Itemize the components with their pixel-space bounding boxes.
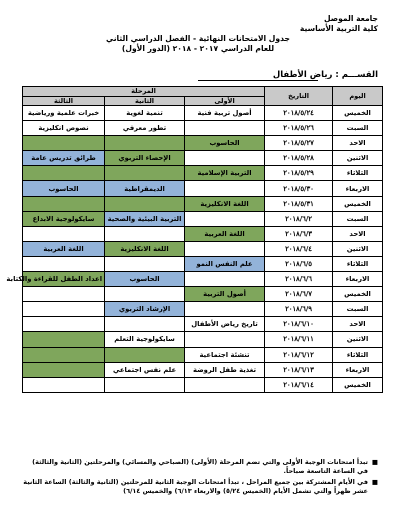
table-row	[23, 287, 383, 302]
first-stage-cell	[185, 121, 265, 136]
third-stage-cell	[23, 332, 105, 347]
date-cell: ٢٠١٨/٦/١١	[265, 332, 333, 347]
second-stage-cell	[105, 196, 185, 211]
first-stage-cell: الحاسوب	[185, 136, 265, 151]
third-stage-cell: نصوص انكليزية	[23, 121, 105, 136]
table-row	[23, 377, 383, 392]
third-stage-cell: اعداد الطفل للقراءة والكتابة	[23, 272, 105, 287]
date-cell: ٢٠١٨/٦/٤	[265, 241, 333, 256]
first-stage-cell: أصول التربية	[185, 287, 265, 302]
third-stage-cell: طرائق تدريس عامة	[23, 151, 105, 166]
second-stage-cell: التربية البيئية والصحية	[105, 211, 185, 226]
table-row	[23, 106, 383, 121]
second-stage-cell: سايكولوجية التعلم	[105, 332, 185, 347]
note-text: في الأيام المشتركة بين جميع المراحل ، تبدأ امتحانات الوجبة الثانية للمرحلتين (الثانية والثالثة) الساعة الثانية عشر ظهراً والتي تشمل الأيام (الخميس ٥/٢٤) والاربعاء ٦/١٣) والخميس ٦/١٤)	[23, 478, 368, 495]
table-row	[23, 196, 383, 211]
first-stage-cell: علم النفس النمو	[185, 256, 265, 271]
table-row	[23, 121, 383, 136]
day-cell: الخميس	[333, 377, 383, 392]
exam-schedule-table	[6, 86, 383, 393]
first-stage-cell	[185, 241, 265, 256]
third-stage-cell: الحاسوب	[23, 181, 105, 196]
schedule-title: جدول الامتحانات النهائية - الفصل الدراسي الثاني	[106, 34, 290, 43]
first-stage-cell	[185, 272, 265, 287]
first-stage-cell	[185, 302, 265, 317]
first-stage-cell	[185, 211, 265, 226]
notes-section	[20, 458, 378, 498]
second-stage-cell	[105, 166, 185, 181]
table-row	[23, 256, 383, 271]
second-stage-cell: تطور معرفي	[105, 121, 185, 136]
day-cell: الخميس	[333, 287, 383, 302]
date-cell: ٢٠١٨/٦/٩	[265, 302, 333, 317]
date-cell: ٢٠١٨/٦/٣	[265, 226, 333, 241]
first-stage-cell: اللغة الانكليزية	[185, 196, 265, 211]
table-row	[23, 317, 383, 332]
day-cell: الثلاثاء	[333, 347, 383, 362]
header-third: الثالثة	[23, 96, 105, 106]
second-stage-cell: الإحصاء التربوي	[105, 151, 185, 166]
university-name: جامعة الموصل	[324, 14, 378, 23]
second-stage-cell	[105, 347, 185, 362]
second-stage-cell	[105, 136, 185, 151]
day-cell: السبت	[333, 211, 383, 226]
date-cell: ٢٠١٨/٥/٢٤	[265, 106, 333, 121]
first-stage-cell	[185, 181, 265, 196]
second-stage-cell: الديمقراطية	[105, 181, 185, 196]
first-stage-cell	[185, 377, 265, 392]
third-stage-cell	[23, 166, 105, 181]
day-cell: الثلاثاء	[333, 256, 383, 271]
second-stage-cell: الحاسوب	[105, 272, 185, 287]
department-heading	[18, 70, 378, 84]
third-stage-cell	[23, 136, 105, 151]
date-cell: ٢٠١٨/٦/٥	[265, 256, 333, 271]
underline-divider	[198, 80, 318, 81]
date-cell: ٢٠١٨/٦/١٣	[265, 362, 333, 377]
second-stage-cell	[105, 317, 185, 332]
document-header	[18, 14, 378, 54]
date-cell: ٢٠١٨/٥/٣١	[265, 196, 333, 211]
day-cell: السبت	[333, 302, 383, 317]
first-stage-cell: تاريخ رياض الأطفال	[185, 317, 265, 332]
table-row	[23, 241, 383, 256]
day-cell: الاحد	[333, 317, 383, 332]
table-row	[23, 226, 383, 241]
table-row	[23, 362, 383, 377]
second-stage-cell: علم نفس اجتماعي	[105, 362, 185, 377]
academic-year: للعام الدراسي ٢٠١٧ - ٢٠١٨ (الدور الأول)	[121, 44, 275, 53]
day-cell: الاربعاء	[333, 181, 383, 196]
note-text: تبدأ امتحانات الوجبة الأولى والتي تضم المرحلة (الأولى) (الصباحي والمسائي) والمرحلتين (الثانية والثالثة) في الساعة التاسعة صباحاً.	[32, 458, 368, 475]
second-stage-cell: اللغة الانكليزية	[105, 241, 185, 256]
third-stage-cell	[23, 256, 105, 271]
third-stage-cell	[23, 317, 105, 332]
first-stage-cell: التربية الإسلامية	[185, 166, 265, 181]
day-cell: الاثنين	[333, 332, 383, 347]
third-stage-cell	[23, 287, 105, 302]
date-cell: ٢٠١٨/٦/١٢	[265, 347, 333, 362]
table-row	[23, 181, 383, 196]
header-date: التاريخ	[265, 87, 333, 106]
second-stage-cell	[105, 256, 185, 271]
third-stage-cell: اللغة العربية	[23, 241, 105, 256]
second-stage-cell	[105, 226, 185, 241]
day-cell: السبت	[333, 121, 383, 136]
third-stage-cell: خبرات علمية ورياضية	[23, 106, 105, 121]
third-stage-cell	[23, 302, 105, 317]
day-cell: الاثنين	[333, 241, 383, 256]
second-stage-cell: الإرشاد التربوي	[105, 302, 185, 317]
first-stage-cell	[185, 151, 265, 166]
third-stage-cell	[23, 377, 105, 392]
table-row	[23, 166, 383, 181]
note-item	[20, 458, 378, 475]
day-cell: الاثنين	[333, 151, 383, 166]
day-cell: الاربعاء	[333, 272, 383, 287]
day-cell: الخميس	[333, 196, 383, 211]
date-cell: ٢٠١٨/٥/٢٩	[265, 166, 333, 181]
day-cell: الثلاثاء	[333, 166, 383, 181]
header-first: الأولى	[185, 96, 265, 106]
second-stage-cell	[105, 287, 185, 302]
first-stage-cell: أصول تربية فنية	[185, 106, 265, 121]
note-item	[20, 478, 378, 495]
date-cell: ٢٠١٨/٦/٧	[265, 287, 333, 302]
header-stage: المرحلة	[23, 87, 265, 97]
third-stage-cell: سايكولوجية الابداع	[23, 211, 105, 226]
date-cell: ٢٠١٨/٥/٢٦	[265, 121, 333, 136]
date-cell: ٢٠١٨/٦/٦	[265, 272, 333, 287]
date-cell: ٢٠١٨/٦/١٠	[265, 317, 333, 332]
college-name: كلية التربية الأساسية	[299, 24, 378, 33]
day-cell: الخميس	[333, 106, 383, 121]
date-cell: ٢٠١٨/٦/١٤	[265, 377, 333, 392]
first-stage-cell: تنشئة اجتماعية	[185, 347, 265, 362]
bullet-icon: ■	[371, 458, 378, 466]
date-cell: ٢٠١٨/٦/٢	[265, 211, 333, 226]
table-row	[23, 347, 383, 362]
date-cell: ٢٠١٨/٥/٣٠	[265, 181, 333, 196]
day-cell: الاربعاء	[333, 362, 383, 377]
table-row	[23, 302, 383, 317]
third-stage-cell	[23, 362, 105, 377]
first-stage-cell: تغذية طفل الروضة	[185, 362, 265, 377]
table-row	[23, 151, 383, 166]
second-stage-cell: تنمية لغوية	[105, 106, 185, 121]
header-day: اليوم	[333, 87, 383, 106]
third-stage-cell	[23, 226, 105, 241]
first-stage-cell: اللغة العربية	[185, 226, 265, 241]
bullet-icon: ■	[371, 478, 378, 486]
third-stage-cell	[23, 347, 105, 362]
header-second: الثانية	[105, 96, 185, 106]
date-cell: ٢٠١٨/٥/٢٨	[265, 151, 333, 166]
table-row	[23, 272, 383, 287]
third-stage-cell	[23, 196, 105, 211]
table-row	[23, 136, 383, 151]
day-cell: الاحد	[333, 226, 383, 241]
table-row	[23, 332, 383, 347]
day-cell: الاحد	[333, 136, 383, 151]
department-label: القســـم : رياض الأطفال	[272, 70, 378, 80]
date-cell: ٢٠١٨/٥/٢٧	[265, 136, 333, 151]
first-stage-cell	[185, 332, 265, 347]
second-stage-cell	[105, 377, 185, 392]
table-row	[23, 211, 383, 226]
